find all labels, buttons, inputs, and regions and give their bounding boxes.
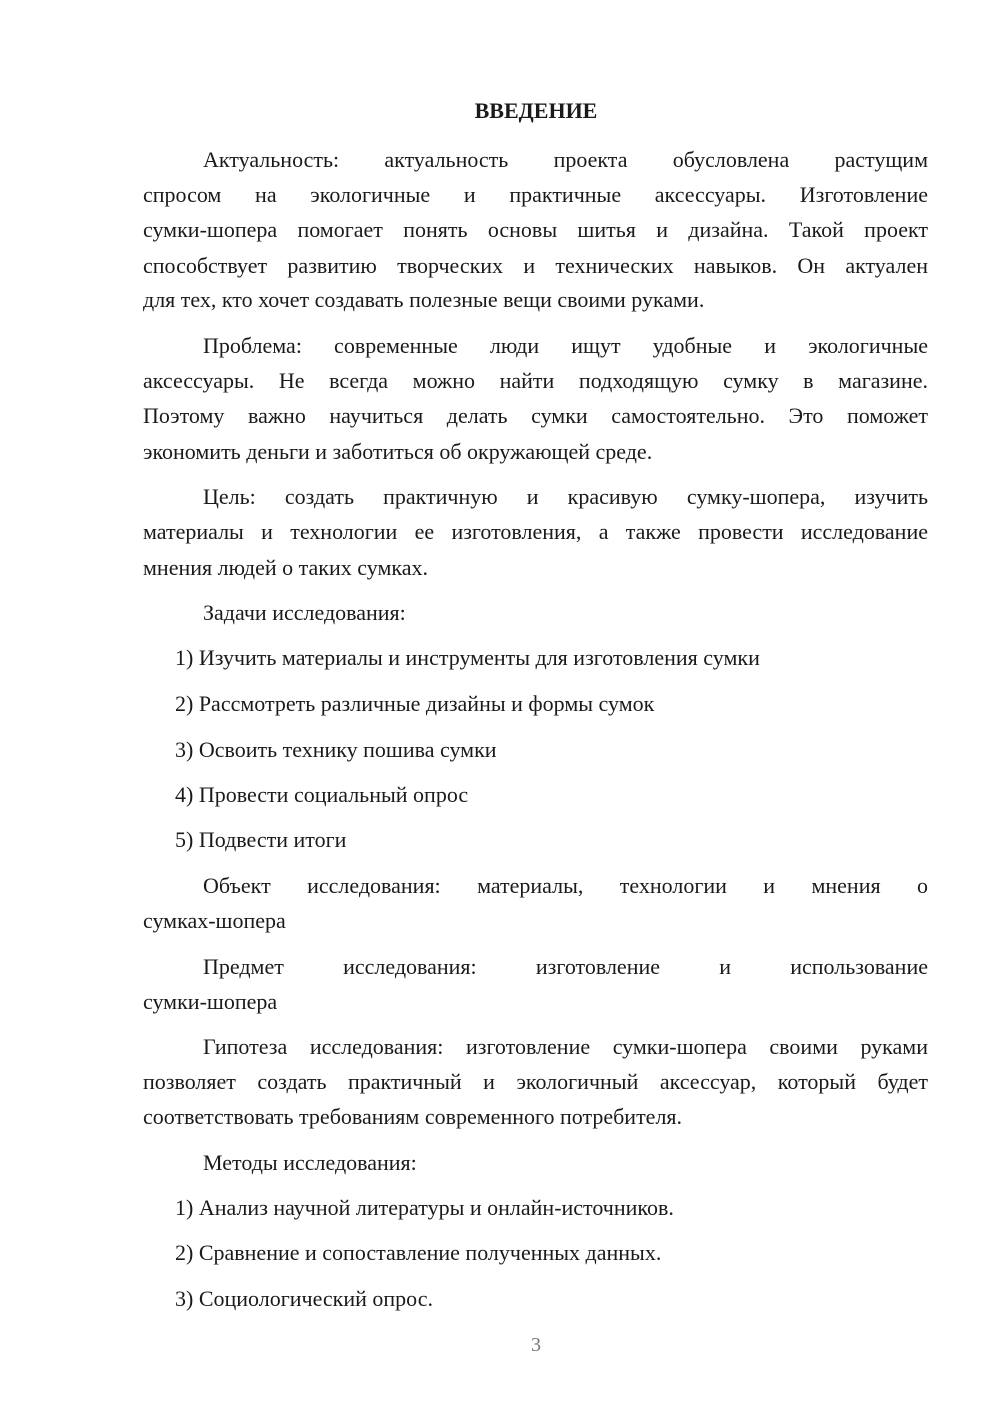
text-line: материалы и технологии ее изготовления, а также провести исследование [143,519,928,544]
tasks-heading: Задачи исследования: [203,600,406,625]
text-line: Объект исследования: материалы, технологии и мнения о [203,873,928,898]
text-line: соответствовать требованиям современного потребителя. [143,1104,683,1129]
list-item: 1) Изучить материалы и инструменты для изготовления сумки [175,645,760,670]
list-item: 2) Сравнение и сопоставление полученных данных. [175,1240,662,1265]
list-item: 1) Анализ научной литературы и онлайн-источников. [175,1195,674,1220]
text-line: сумки-шопера помогает понять основы шитья и дизайна. Такой проект [143,217,928,242]
text-line: позволяет создать практичный и экологичный аксессуар, который будет [143,1069,928,1094]
text-line: спросом на экологичные и практичные аксессуары. Изготовление [143,182,928,207]
page-number: 3 [531,1334,541,1356]
text-line: Цель: создать практичную и красивую сумку-шопера, изучить [203,484,928,509]
list-item: 2) Рассмотреть различные дизайны и формы сумок [175,691,655,716]
methods-heading: Методы исследования: [203,1150,417,1175]
text-line: Предмет исследования: изготовление и использование [203,954,928,979]
text-line: мнения людей о таких сумках. [143,555,428,580]
text-line: сумки-шопера [143,989,278,1014]
page-title: ВВЕДЕНИЕ [474,98,598,123]
text-line: Поэтому важно научиться делать сумки самостоятельно. Это поможет [143,403,928,428]
text-line: экономить деньги и заботиться об окружающей среде. [143,439,653,464]
text-line: Проблема: современные люди ищут удобные и экологичные [203,333,928,358]
text-line: сумках-шопера [143,908,286,933]
list-item: 5) Подвести итоги [175,827,347,852]
text-line: для тех, кто хочет создавать полезные вещи своими руками. [143,287,705,312]
text-line: Гипотеза исследования: изготовление сумки-шопера своими руками [203,1034,928,1059]
list-item: 4) Провести социальный опрос [175,782,469,807]
list-item: 3) Освоить технику пошива сумки [175,737,497,762]
list-item: 3) Социологический опрос. [175,1286,433,1311]
text-line: Актуальность: актуальность проекта обусловлена растущим [203,147,928,172]
text-line: способствует развитию творческих и технических навыков. Он актуален [143,253,928,278]
text-line: аксессуары. Не всегда можно найти подходящую сумку в магазине. [143,368,928,393]
